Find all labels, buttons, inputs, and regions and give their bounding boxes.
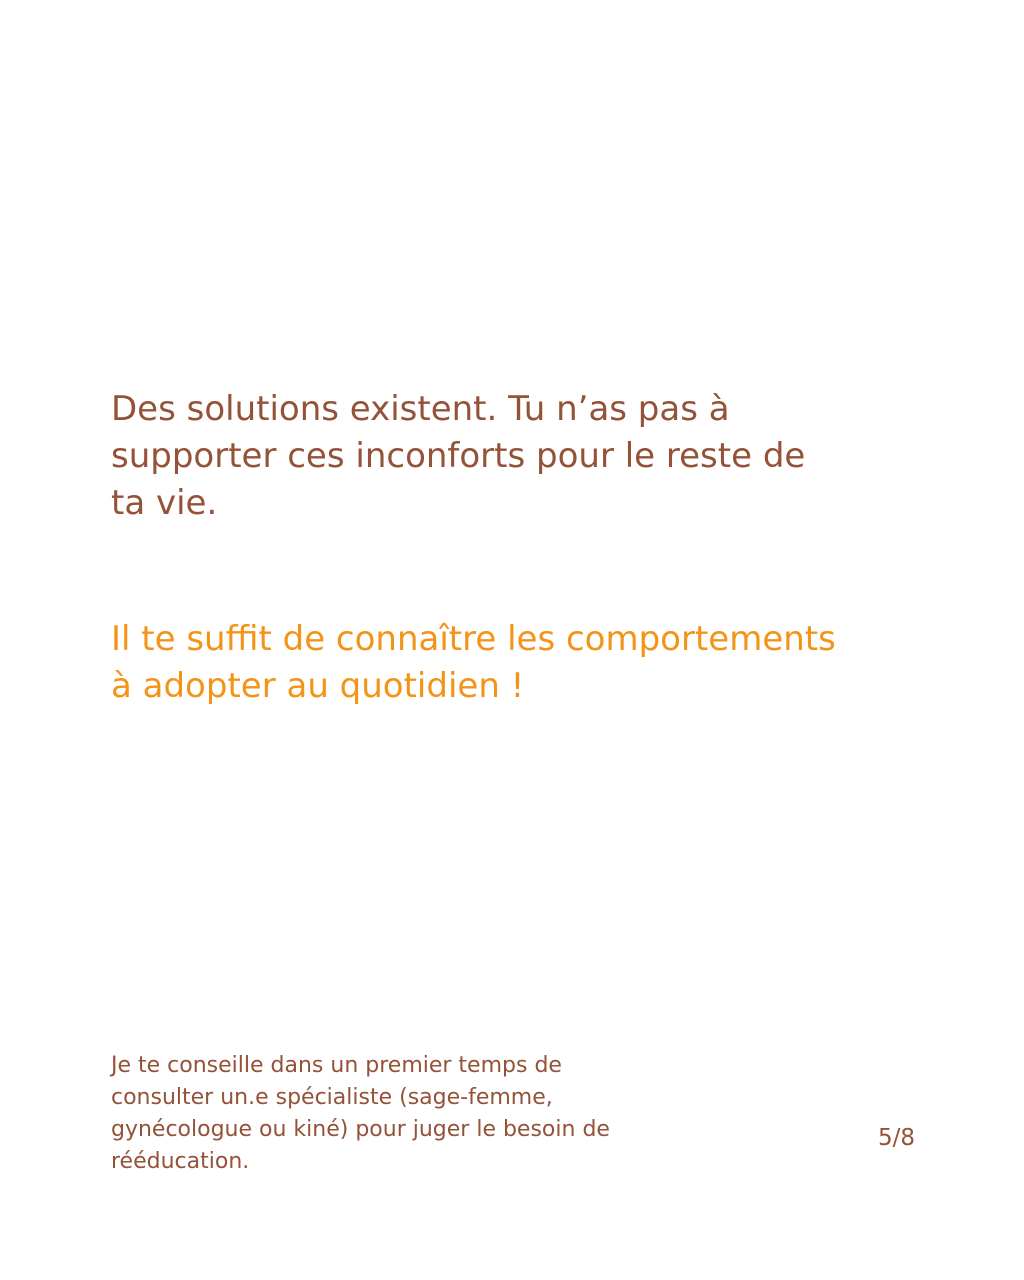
advice-text: Je te conseille dans un premier temps de consulter un.e spécialiste (sage-femme, gynécologue ou kiné) pour juger le besoin de rééducation. xyxy=(111,1053,610,1174)
page-number: 5/8 xyxy=(878,1125,916,1151)
intro-text: Des solutions existent. Tu n’as pas à supporter ces inconforts pour le reste de ta vie. xyxy=(111,389,806,523)
highlight-text: Il te suffit de connaître les comportements à adopter au quotidien ! xyxy=(111,619,836,706)
